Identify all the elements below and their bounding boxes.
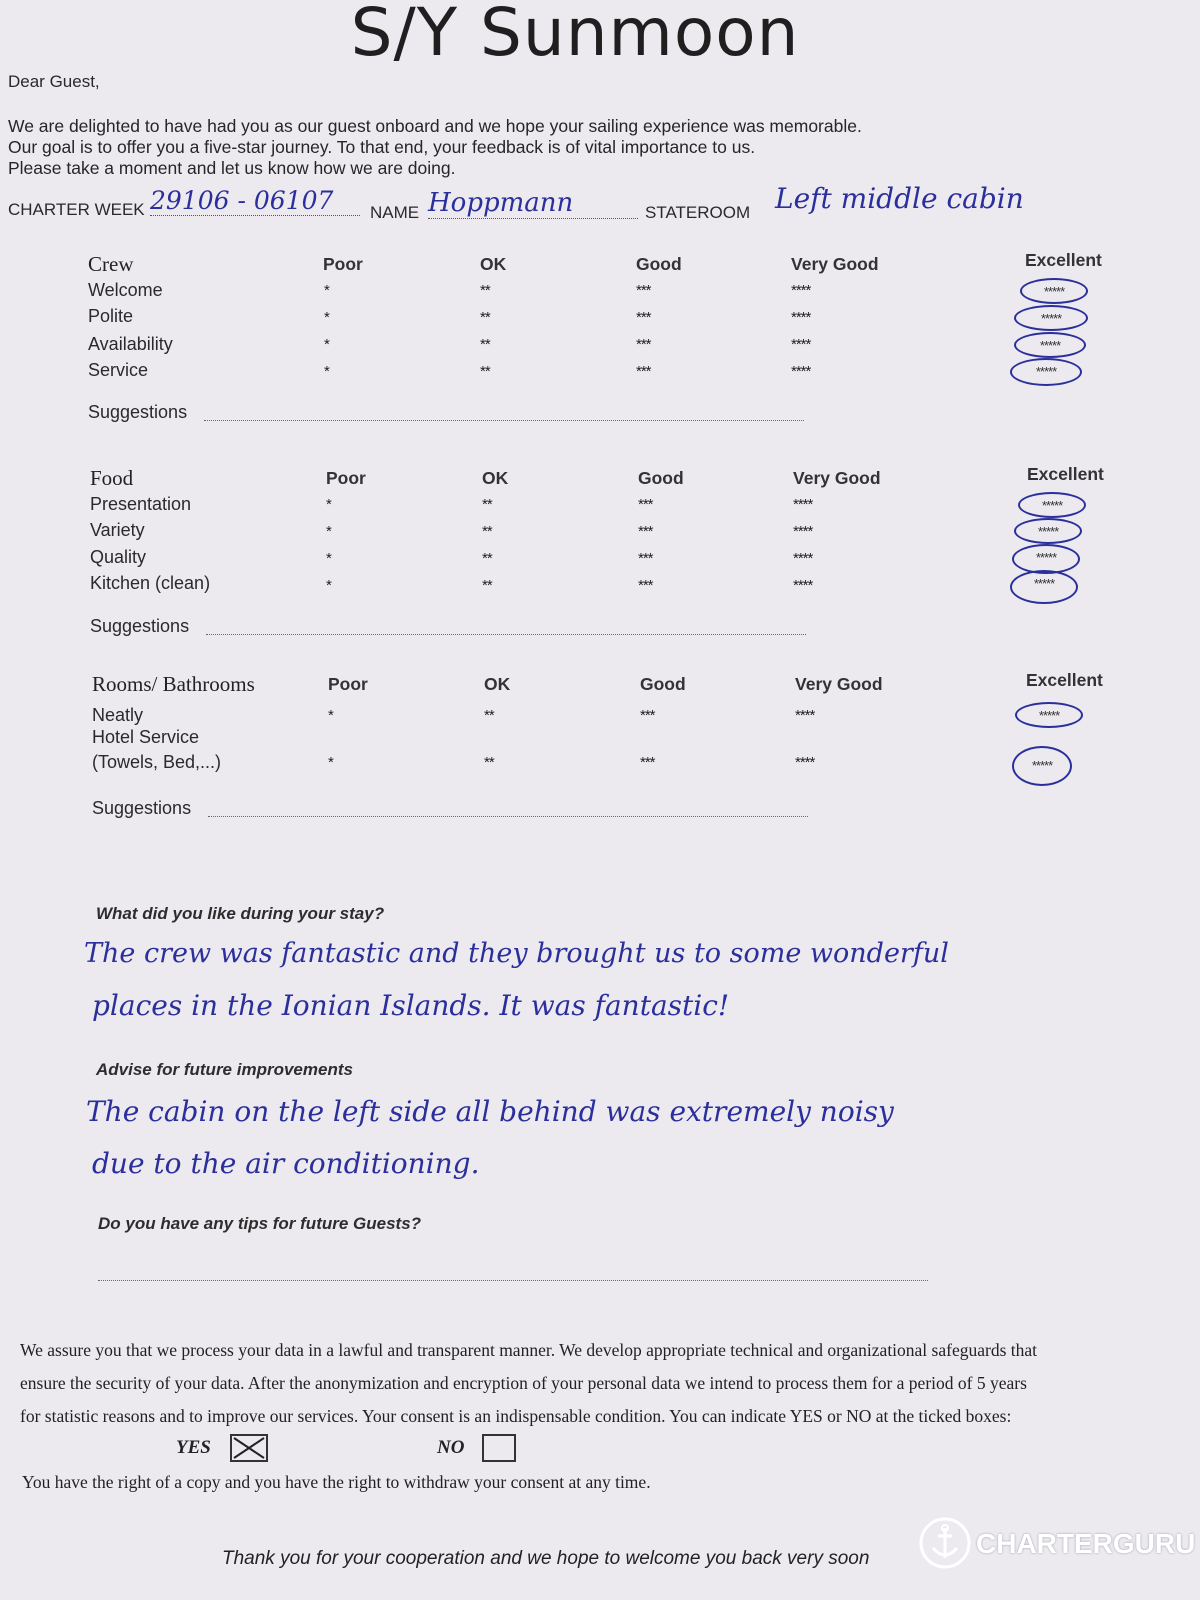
col-good: Good — [638, 468, 684, 488]
col-good: Good — [640, 674, 686, 694]
row-label: Availability — [88, 334, 173, 354]
rating-excellent-circled[interactable]: ***** — [1010, 570, 1078, 604]
legal-line-1: We assure you that we process your data in a lawful and transparent manner. We develop appropriate technical and organizational safeguards that — [20, 1340, 1037, 1360]
suggestions-label: Suggestions — [88, 402, 188, 422]
intro-line-2: Our goal is to offer you a five-star journey. To that end, your feedback is of vital importance to us. — [8, 137, 756, 157]
intro-text — [8, 116, 862, 179]
rating-excellent-circled[interactable]: ***** — [1014, 518, 1082, 544]
rating-excellent-circled[interactable]: ***** — [1012, 544, 1080, 574]
rating-poor[interactable]: * — [324, 309, 329, 326]
answer-liked-line-1[interactable]: The crew was fantastic and they brought us to some wonderful — [84, 938, 949, 969]
row-label: Quality — [90, 547, 147, 567]
suggestions-label: Suggestions — [90, 616, 190, 636]
form-title: S/Y Sunmoon — [350, 0, 800, 71]
answer-improve-line-1[interactable]: The cabin on the left side all behind was extremely noisy — [86, 1095, 894, 1128]
name-label: NAME — [370, 203, 420, 222]
greeting: Dear Guest, — [8, 72, 100, 91]
rating-poor[interactable]: * — [324, 336, 329, 353]
stateroom-value[interactable]: Left middle cabin — [775, 182, 1024, 215]
rating-very-good[interactable]: **** — [791, 336, 811, 353]
rating-ok[interactable]: ** — [482, 577, 492, 594]
row-label: Presentation — [90, 494, 192, 514]
rating-excellent-circled[interactable]: ***** — [1012, 746, 1072, 786]
intro-line-1: We are delighted to have had you as our guest onboard and we hope your sailing experience was memorable. — [8, 116, 862, 136]
row-label: Kitchen (clean) — [90, 573, 211, 593]
suggestions-line[interactable] — [208, 816, 808, 817]
rating-very-good[interactable]: **** — [795, 754, 815, 771]
intro-line-3: Please take a moment and let us know how we are doing. — [8, 158, 456, 178]
col-ok: OK — [484, 674, 511, 694]
row-label: Hotel Service — [92, 727, 200, 747]
rating-good[interactable]: *** — [638, 577, 653, 594]
question-tips: Do you have any tips for future Guests? — [98, 1214, 422, 1233]
row-label: Polite — [88, 306, 134, 326]
rating-excellent-circled[interactable]: ***** — [1014, 332, 1086, 358]
col-excellent: Excellent — [1025, 250, 1102, 270]
rating-poor[interactable]: * — [324, 363, 329, 380]
charter-week-label: CHARTER WEEK — [8, 200, 145, 219]
rating-ok[interactable]: ** — [484, 707, 494, 724]
rating-good[interactable]: *** — [638, 496, 653, 513]
rating-poor[interactable]: * — [326, 496, 331, 513]
tips-answer-line[interactable] — [98, 1280, 928, 1281]
rating-ok[interactable]: ** — [480, 336, 490, 353]
consent-yes-label: YES — [176, 1437, 211, 1458]
suggestions-label: Suggestions — [92, 798, 192, 818]
rating-poor[interactable]: * — [324, 282, 329, 299]
charter-week-value[interactable]: 29106 - 06107 — [150, 186, 360, 216]
name-value[interactable]: Hoppmann — [428, 188, 638, 219]
rating-good[interactable]: *** — [638, 523, 653, 540]
rating-ok[interactable]: ** — [482, 523, 492, 540]
question-improve: Advise for future improvements — [96, 1060, 353, 1079]
answer-improve-line-2[interactable]: due to the air conditioning. — [92, 1147, 480, 1180]
thank-you-footer: Thank you for your cooperation and we hope to welcome you back very soon — [222, 1548, 870, 1569]
rating-ok[interactable]: ** — [482, 496, 492, 513]
rating-excellent-circled[interactable]: ***** — [1014, 305, 1088, 331]
legal-line-3: for statistic reasons and to improve our services. Your consent is an indispensable condition. You can indicate YES or NO at the ticked boxes: — [20, 1406, 1012, 1426]
rating-good[interactable]: *** — [636, 282, 651, 299]
consent-no-checkbox[interactable] — [482, 1434, 516, 1462]
col-ok: OK — [482, 468, 509, 488]
rating-good[interactable]: *** — [640, 707, 655, 724]
row-label: Welcome — [88, 280, 163, 300]
legal-text — [20, 1334, 1170, 1433]
rating-good[interactable]: *** — [636, 309, 651, 326]
question-liked: What did you like during your stay? — [96, 904, 385, 923]
rating-poor[interactable]: * — [328, 754, 333, 771]
rating-very-good[interactable]: **** — [793, 523, 813, 540]
rating-poor[interactable]: * — [326, 577, 331, 594]
rating-very-good[interactable]: **** — [793, 550, 813, 567]
anchor-logo-icon — [918, 1516, 972, 1570]
col-excellent: Excellent — [1026, 670, 1103, 690]
col-very-good: Very Good — [795, 674, 883, 694]
rating-very-good[interactable]: **** — [795, 707, 815, 724]
rating-ok[interactable]: ** — [480, 309, 490, 326]
rating-ok[interactable]: ** — [484, 754, 494, 771]
row-label: (Towels, Bed,...) — [92, 752, 222, 772]
consent-no-label: NO — [437, 1437, 465, 1458]
col-poor: Poor — [328, 674, 368, 694]
answer-liked-line-2[interactable]: places in the Ionian Islands. It was fantastic! — [92, 989, 730, 1022]
row-label: Service — [88, 360, 149, 380]
section-title: Food — [90, 466, 134, 490]
legal-line-2: ensure the security of your data. After the anonymization and encryption of your personal data we intend to process them for a period of 5 years — [20, 1373, 1027, 1393]
rating-very-good[interactable]: **** — [793, 577, 813, 594]
rating-poor[interactable]: * — [326, 550, 331, 567]
rating-good[interactable]: *** — [636, 363, 651, 380]
rating-excellent-circled[interactable]: ***** — [1010, 358, 1082, 386]
stateroom-label: STATEROOM — [645, 203, 751, 222]
col-good: Good — [636, 254, 682, 274]
rating-very-good[interactable]: **** — [791, 282, 811, 299]
suggestions-line[interactable] — [206, 634, 806, 635]
watermark-brand: CHARTERGURU — [976, 1528, 1196, 1559]
rights-text: You have the right of a copy and you have the right to withdraw your consent at any time. — [22, 1472, 651, 1492]
col-excellent: Excellent — [1027, 464, 1104, 484]
consent-yes-checkbox[interactable] — [230, 1434, 268, 1462]
rating-very-good[interactable]: **** — [791, 363, 811, 380]
rating-excellent-circled[interactable]: ***** — [1018, 492, 1086, 518]
section-title: Rooms/ Bathrooms — [92, 672, 255, 696]
rating-ok[interactable]: ** — [482, 550, 492, 567]
rating-very-good[interactable]: **** — [793, 496, 813, 513]
col-very-good: Very Good — [791, 254, 879, 274]
col-ok: OK — [480, 254, 507, 274]
rating-good[interactable]: *** — [636, 336, 651, 353]
section-title: Crew — [88, 252, 134, 276]
rating-poor[interactable]: * — [326, 523, 331, 540]
rating-very-good[interactable]: **** — [791, 309, 811, 326]
row-label: Neatly — [92, 705, 144, 725]
rating-ok[interactable]: ** — [480, 363, 490, 380]
row-label: Variety — [90, 520, 145, 540]
rating-poor[interactable]: * — [328, 707, 333, 724]
rating-good[interactable]: *** — [640, 754, 655, 771]
col-poor: Poor — [323, 254, 363, 274]
col-poor: Poor — [326, 468, 366, 488]
rating-ok[interactable]: ** — [480, 282, 490, 299]
rating-good[interactable]: *** — [638, 550, 653, 567]
suggestions-line[interactable] — [204, 420, 804, 421]
rating-excellent-circled[interactable]: ***** — [1020, 278, 1088, 304]
checkmark-cross-icon — [232, 1436, 266, 1460]
rating-excellent-circled[interactable]: ***** — [1015, 702, 1083, 728]
col-very-good: Very Good — [793, 468, 881, 488]
